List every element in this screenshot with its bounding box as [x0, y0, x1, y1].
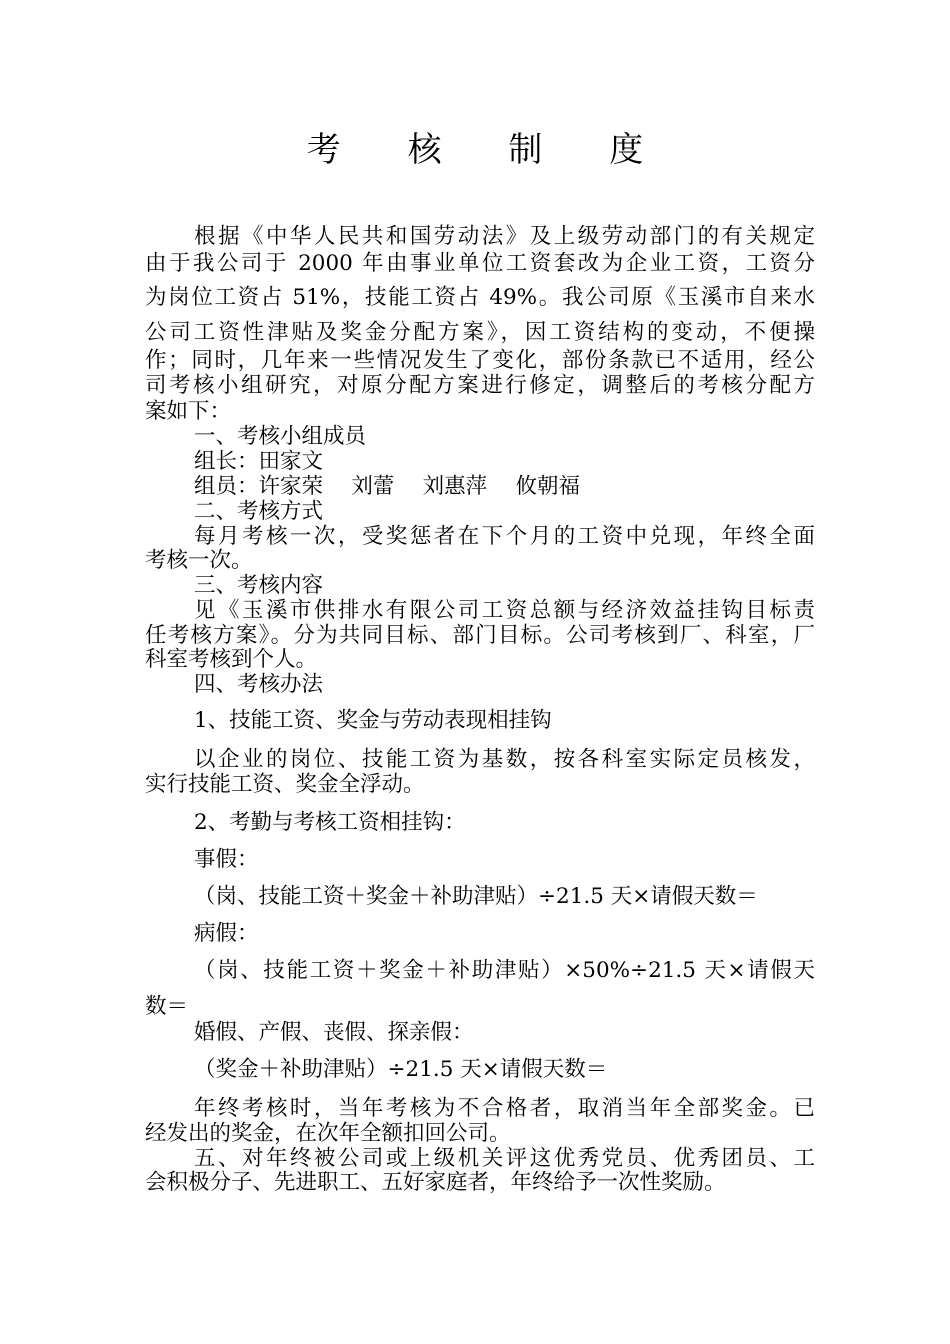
paragraph-line: 科室考核到个人。: [145, 647, 318, 672]
paragraph-line: 由于我公司于 2000 年由事业单位工资套改为企业工资，工资分: [145, 251, 815, 276]
formula-line: （岗、技能工资＋奖金＋补助津贴）×50%÷21.5 天×请假天: [194, 958, 815, 983]
document-title: 考 核 制 度: [306, 130, 672, 170]
formula-line: （奖金＋补助津贴）÷21.5 天×请假天数＝: [194, 1057, 608, 1082]
paragraph-line: 以企业的岗位、技能工资为基数，按各科室实际定员核发，: [194, 747, 815, 772]
leave-type-label: 婚假、产假、丧假、探亲假：: [194, 1020, 474, 1045]
paragraph-line: 五、对年终被公司或上级机关评这优秀党员、优秀团员、工: [194, 1146, 815, 1171]
paragraph-line: 经发出的奖金，在次年全额扣回公司。: [145, 1121, 511, 1146]
paragraph-line: 案如下：: [145, 399, 232, 424]
subsection-heading: 2、考勤与考核工资相挂钩：: [194, 810, 466, 835]
paragraph-line: 每月考核一次，受奖惩者在下个月的工资中兑现，年终全面: [194, 524, 815, 549]
paragraph-line: 实行技能工资、奖金全浮动。: [145, 772, 425, 797]
leave-type-label: 事假：: [194, 847, 259, 872]
section-heading: 四、考核办法: [194, 672, 324, 697]
paragraph-line: 公司工资性津贴及奖金分配方案》，因工资结构的变动，不便操: [145, 320, 815, 345]
paragraph-line: 见《玉溪市供排水有限公司工资总额与经济效益挂钩目标责: [194, 598, 815, 623]
section-heading: 二、考核方式: [194, 499, 324, 524]
paragraph-line: 会积极分子、先进职工、五好家庭者，年终给予一次性奖励。: [145, 1170, 726, 1195]
leave-type-label: 病假：: [194, 921, 259, 946]
paragraph-line: 司考核小组研究，对原分配方案进行修定，调整后的考核分配方: [145, 373, 815, 398]
section-heading: 一、考核小组成员: [194, 424, 367, 449]
subsection-heading: 1、技能工资、奖金与劳动表现相挂钩: [194, 708, 552, 733]
paragraph-line: 为岗位工资占 51%，技能工资占 49%。我公司原《玉溪市自来水: [145, 285, 815, 310]
paragraph-line: 根据《中华人民共和国劳动法》及上级劳动部门的有关规定: [194, 224, 815, 249]
paragraph-line: 任考核方案》。分为共同目标、部门目标。公司考核到厂、科室，厂: [145, 623, 815, 648]
section-heading: 三、考核内容: [194, 573, 324, 598]
formula-line: （岗、技能工资＋奖金＋补助津贴）÷21.5 天×请假天数＝: [194, 884, 758, 909]
team-leader: 组长：田家文: [194, 449, 324, 474]
paragraph-line: 作；同时，几年来一些情况发生了变化，部份条款已不适用，经公: [145, 348, 815, 373]
paragraph-line: 考核一次。: [145, 548, 253, 573]
formula-line: 数＝: [145, 994, 189, 1019]
paragraph-line: 年终考核时，当年考核为不合格者，取消当年全部奖金。已: [194, 1096, 815, 1121]
team-members: 组员：许家荣 刘蕾 刘惠萍 攸朝福: [194, 474, 581, 499]
